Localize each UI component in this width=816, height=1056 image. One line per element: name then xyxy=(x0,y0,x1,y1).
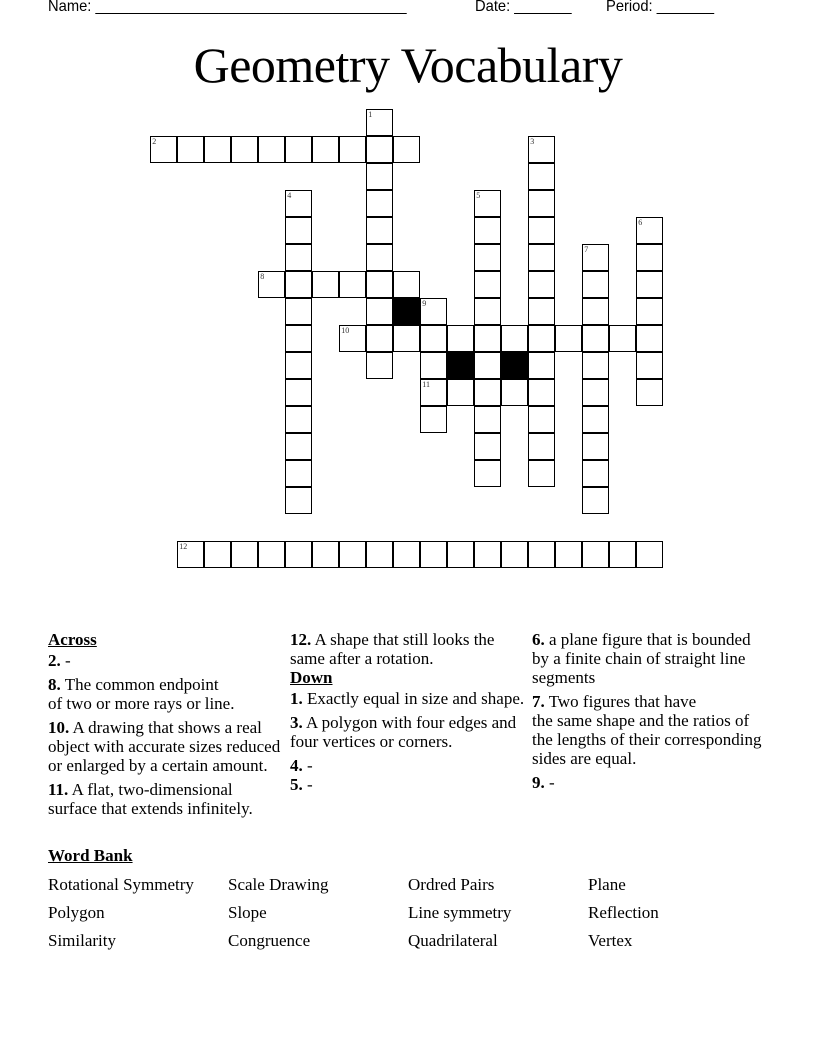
clue-number: 6. xyxy=(532,630,545,649)
clue-number: 1. xyxy=(290,689,303,708)
clue-down-7 xyxy=(532,692,768,768)
cell-number: 1 xyxy=(368,110,373,120)
crossword-cell[interactable] xyxy=(312,136,339,163)
cell-number: 10 xyxy=(341,326,350,336)
crossword-cell[interactable] xyxy=(393,271,420,298)
crossword-cell[interactable] xyxy=(501,379,528,406)
clue-text: The common endpoint of two or more rays or line. xyxy=(48,675,235,713)
crossword-cell[interactable] xyxy=(636,541,663,568)
crossword-cell[interactable] xyxy=(366,190,393,217)
across-heading: Across xyxy=(48,630,97,649)
crossword-cell[interactable] xyxy=(528,352,555,379)
crossword-cell[interactable] xyxy=(285,487,312,514)
crossword-cell[interactable] xyxy=(582,460,609,487)
crossword-cell[interactable] xyxy=(366,217,393,244)
crossword-cell[interactable] xyxy=(366,244,393,271)
crossword-cell[interactable] xyxy=(636,244,663,271)
crossword-cell[interactable] xyxy=(582,352,609,379)
word-bank-item: Quadrilateral xyxy=(408,931,498,950)
cell-number: 7 xyxy=(584,245,589,255)
crossword-cell[interactable] xyxy=(393,541,420,568)
crossword-cell[interactable] xyxy=(636,271,663,298)
crossword-cell[interactable] xyxy=(474,190,501,217)
crossword-cell[interactable] xyxy=(285,298,312,325)
date-field[interactable]: Date: _______ xyxy=(475,0,572,15)
crossword-cell[interactable] xyxy=(609,541,636,568)
crossword-cell[interactable] xyxy=(420,406,447,433)
crossword-cell[interactable] xyxy=(285,217,312,244)
crossword-cell[interactable] xyxy=(582,379,609,406)
word-bank-heading: Word Bank xyxy=(48,846,133,865)
crossword-cell[interactable] xyxy=(528,217,555,244)
clue-text: A polygon with four edges and four vertices or corners. xyxy=(290,713,517,751)
crossword-cell[interactable] xyxy=(285,244,312,271)
crossword-cell[interactable] xyxy=(582,271,609,298)
word-bank-item: Plane xyxy=(588,875,626,894)
name-field[interactable]: Name: ______________________________________ xyxy=(48,0,407,15)
black-cell xyxy=(447,352,474,379)
crossword-cell[interactable] xyxy=(528,433,555,460)
word-bank-item: Scale Drawing xyxy=(228,875,329,894)
word-bank-item: Line symmetry xyxy=(408,903,512,922)
crossword-cell[interactable] xyxy=(474,406,501,433)
crossword-cell[interactable] xyxy=(474,217,501,244)
clue-down-6 xyxy=(532,630,768,687)
clue-number: 4. xyxy=(290,756,303,775)
crossword-cell[interactable] xyxy=(609,325,636,352)
crossword-cell[interactable] xyxy=(285,136,312,163)
clue-down-5 xyxy=(290,775,526,794)
clue-text: A flat, two-dimensional surface that extends infinitely. xyxy=(48,780,253,818)
crossword-cell[interactable] xyxy=(474,541,501,568)
crossword-cell[interactable] xyxy=(582,487,609,514)
crossword-cell[interactable] xyxy=(474,298,501,325)
crossword-cell[interactable] xyxy=(636,379,663,406)
clue-number: 10. xyxy=(48,718,70,737)
crossword-cell[interactable] xyxy=(528,298,555,325)
crossword-cell[interactable] xyxy=(582,298,609,325)
crossword-cell[interactable] xyxy=(420,298,447,325)
clue-down-9 xyxy=(532,773,768,792)
clue-number: 3. xyxy=(290,713,303,732)
crossword-cell[interactable] xyxy=(447,379,474,406)
crossword-cell[interactable] xyxy=(285,352,312,379)
crossword-cell[interactable] xyxy=(528,136,555,163)
clue-text: A drawing that shows a real object with accurate sizes reduced or enlarged by a certain amount. xyxy=(48,718,281,775)
black-cell xyxy=(501,352,528,379)
word-bank-item: Vertex xyxy=(588,931,633,950)
crossword-cell[interactable] xyxy=(420,541,447,568)
crossword-cell[interactable] xyxy=(555,541,582,568)
crossword-cell[interactable] xyxy=(474,379,501,406)
crossword-cell[interactable] xyxy=(258,136,285,163)
crossword-cell[interactable] xyxy=(636,298,663,325)
crossword-cell[interactable] xyxy=(474,352,501,379)
crossword-cell[interactable] xyxy=(339,541,366,568)
crossword-cell[interactable] xyxy=(366,325,393,352)
crossword-cell[interactable] xyxy=(366,298,393,325)
crossword-cell[interactable] xyxy=(204,136,231,163)
crossword-cell[interactable] xyxy=(339,271,366,298)
down-heading: Down xyxy=(290,668,333,687)
clue-number: 9. xyxy=(532,773,545,792)
crossword-cell[interactable] xyxy=(474,325,501,352)
crossword-cell[interactable] xyxy=(474,433,501,460)
clue-text: - xyxy=(302,756,313,775)
crossword-cell[interactable] xyxy=(366,541,393,568)
crossword-cell[interactable] xyxy=(582,244,609,271)
cell-number: 6 xyxy=(638,218,643,228)
clue-text: - xyxy=(302,775,313,794)
clue-across-12 xyxy=(290,630,526,668)
crossword-cell[interactable] xyxy=(339,325,366,352)
cell-number: 5 xyxy=(476,191,481,201)
crossword-cell[interactable] xyxy=(285,433,312,460)
crossword-cell[interactable] xyxy=(258,541,285,568)
black-cell xyxy=(393,298,420,325)
crossword-cell[interactable] xyxy=(447,325,474,352)
crossword-cell[interactable] xyxy=(420,325,447,352)
crossword-cell[interactable] xyxy=(285,325,312,352)
crossword-cell[interactable] xyxy=(366,163,393,190)
clue-down-3 xyxy=(290,713,526,751)
crossword-cell[interactable] xyxy=(420,379,447,406)
word-bank-item: Slope xyxy=(228,903,267,922)
clue-text: Exactly equal in size and shape. xyxy=(302,689,525,708)
crossword-cell[interactable] xyxy=(285,271,312,298)
across-clues-col1 xyxy=(48,630,284,823)
crossword-cell[interactable] xyxy=(528,541,555,568)
crossword-cell[interactable] xyxy=(528,406,555,433)
crossword-cell[interactable] xyxy=(501,541,528,568)
word-bank-item: Reflection xyxy=(588,903,659,922)
cell-number: 12 xyxy=(179,542,188,552)
crossword-cell[interactable] xyxy=(636,325,663,352)
crossword-cell[interactable] xyxy=(528,460,555,487)
crossword-cell[interactable] xyxy=(393,325,420,352)
crossword-cell[interactable] xyxy=(231,136,258,163)
cell-number: 3 xyxy=(530,137,535,147)
crossword-cell[interactable] xyxy=(582,406,609,433)
crossword-cell[interactable] xyxy=(339,136,366,163)
crossword-cell[interactable] xyxy=(366,352,393,379)
crossword-cell[interactable] xyxy=(204,541,231,568)
crossword-cell[interactable] xyxy=(447,541,474,568)
crossword-cell[interactable] xyxy=(528,190,555,217)
clue-text: Two figures that have the same shape and the ratios of the lengths of their corresponding sides are equal. xyxy=(532,692,762,768)
cell-number: 11 xyxy=(422,380,430,390)
clue-across-11 xyxy=(48,780,284,818)
clue-number: 12. xyxy=(290,630,312,649)
crossword-cell[interactable] xyxy=(150,136,177,163)
crossword-cell[interactable] xyxy=(231,541,258,568)
crossword-cell[interactable] xyxy=(285,460,312,487)
crossword-cell[interactable] xyxy=(582,541,609,568)
clue-across-10 xyxy=(48,718,284,775)
crossword-cell[interactable] xyxy=(258,271,285,298)
cell-number: 2 xyxy=(152,137,157,147)
crossword-cell[interactable] xyxy=(312,541,339,568)
crossword-cell[interactable] xyxy=(474,271,501,298)
crossword-cell[interactable] xyxy=(285,541,312,568)
cell-number: 4 xyxy=(287,191,292,201)
crossword-cell[interactable] xyxy=(285,406,312,433)
clue-across-8 xyxy=(48,675,284,713)
cell-number: 8 xyxy=(260,272,265,282)
word-bank-item: Congruence xyxy=(228,931,311,950)
crossword-cell[interactable] xyxy=(285,379,312,406)
crossword-cell[interactable] xyxy=(177,541,204,568)
crossword-cell[interactable] xyxy=(393,136,420,163)
crossword-cell[interactable] xyxy=(474,460,501,487)
crossword-cell[interactable] xyxy=(501,325,528,352)
clue-number: 8. xyxy=(48,675,61,694)
clue-number: 5. xyxy=(290,775,303,794)
crossword-cell[interactable] xyxy=(528,163,555,190)
word-bank-item: Ordred Pairs xyxy=(408,875,495,894)
crossword-cell[interactable] xyxy=(555,325,582,352)
clues-col3 xyxy=(532,630,768,797)
word-bank-item: Polygon xyxy=(48,903,105,922)
clue-down-1 xyxy=(290,689,526,708)
period-field[interactable]: Period: _______ xyxy=(606,0,715,15)
word-bank-item: Similarity xyxy=(48,931,116,950)
crossword-cell[interactable] xyxy=(474,244,501,271)
clue-number: 7. xyxy=(532,692,545,711)
page-title: Geometry Vocabulary xyxy=(193,37,623,93)
crossword-cell[interactable] xyxy=(528,379,555,406)
crossword-cell[interactable] xyxy=(636,217,663,244)
crossword-cell[interactable] xyxy=(366,109,393,136)
crossword-cell[interactable] xyxy=(582,433,609,460)
crossword-cell[interactable] xyxy=(366,136,393,163)
clue-across-2 xyxy=(48,651,284,670)
crossword-cell[interactable] xyxy=(636,352,663,379)
crossword-cell[interactable] xyxy=(528,244,555,271)
clue-text: a plane figure that is bounded by a finite chain of straight line segments xyxy=(532,630,751,687)
crossword-cell[interactable] xyxy=(177,136,204,163)
crossword-cell[interactable] xyxy=(528,271,555,298)
crossword-cell[interactable] xyxy=(285,190,312,217)
crossword-cell[interactable] xyxy=(366,271,393,298)
clue-text: A shape that still looks the same after a rotation. xyxy=(290,630,495,668)
clues-col2 xyxy=(290,630,526,799)
clue-number: 11. xyxy=(48,780,69,799)
crossword-cell[interactable] xyxy=(528,325,555,352)
clue-down-4 xyxy=(290,756,526,775)
clue-number: 2. xyxy=(48,651,61,670)
clue-text: - xyxy=(544,773,555,792)
crossword-cell[interactable] xyxy=(582,325,609,352)
word-bank-item: Rotational Symmetry xyxy=(48,875,194,894)
clue-text: - xyxy=(60,651,71,670)
crossword-cell[interactable] xyxy=(420,352,447,379)
cell-number: 9 xyxy=(422,299,427,309)
crossword-cell[interactable] xyxy=(312,271,339,298)
